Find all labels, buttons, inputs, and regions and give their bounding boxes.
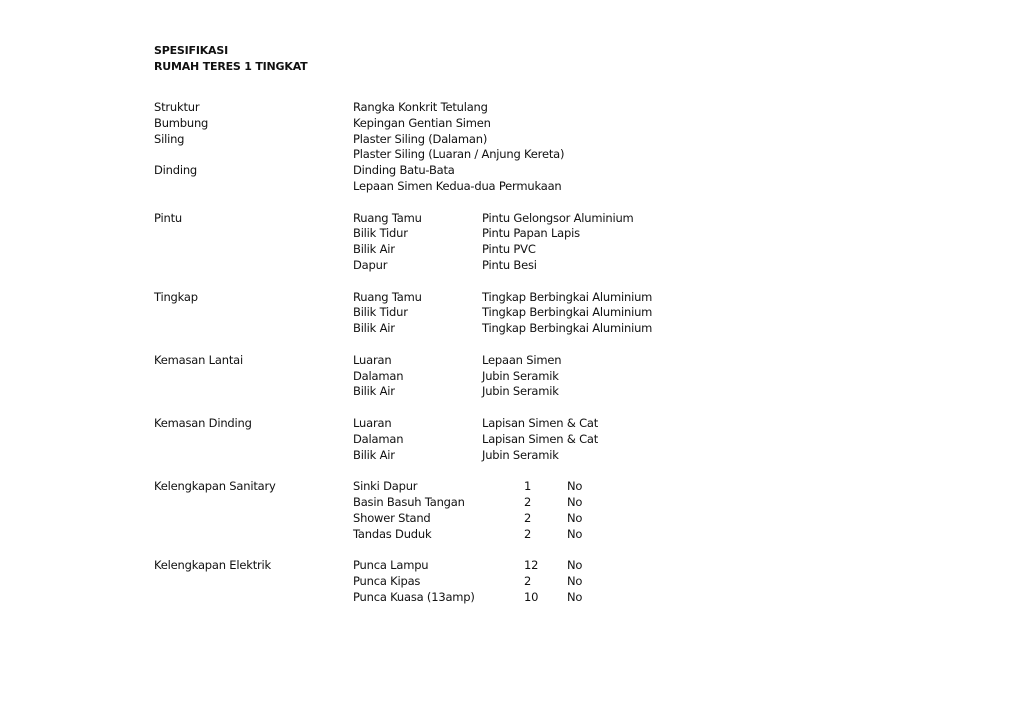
section-label: Kemasan Lantai bbox=[154, 353, 243, 367]
spec-location: Bilik Air bbox=[353, 448, 395, 462]
section-label: Bumbung bbox=[154, 116, 209, 130]
spec-item: Kepingan Gentian Simen bbox=[353, 116, 491, 130]
spec-location: Bilik Air bbox=[353, 384, 395, 398]
section-label: Tingkap bbox=[154, 290, 198, 304]
spec-unit: No bbox=[567, 527, 583, 541]
spec-value: Jubin Seramik bbox=[482, 369, 559, 383]
spec-unit: No bbox=[567, 511, 583, 525]
spec-value: Jubin Seramik bbox=[482, 384, 559, 398]
spec-value: Pintu PVC bbox=[482, 242, 536, 256]
spec-location: Bilik Tidur bbox=[353, 226, 408, 240]
spec-value: Lapisan Simen & Cat bbox=[482, 432, 599, 446]
spec-unit: No bbox=[567, 495, 583, 509]
spec-value: Tingkap Berbingkai Aluminium bbox=[482, 321, 653, 335]
spec-value: Pintu Papan Lapis bbox=[482, 226, 580, 240]
spec-item: Dinding Batu-Bata bbox=[353, 163, 455, 177]
spec-unit: No bbox=[567, 590, 583, 604]
spec-location: Bilik Air bbox=[353, 242, 395, 256]
section-label: Pintu bbox=[154, 211, 182, 225]
spec-location: Shower Stand bbox=[353, 511, 431, 525]
spec-value: Pintu Gelongsor Aluminium bbox=[482, 211, 634, 225]
spec-value: Lepaan Simen bbox=[482, 353, 562, 367]
document-title: SPESIFIKASI bbox=[154, 44, 228, 57]
spec-quantity: 1 bbox=[524, 479, 532, 493]
section-label: Kemasan Dinding bbox=[154, 416, 252, 430]
spec-item: Rangka Konkrit Tetulang bbox=[353, 100, 488, 114]
spec-value: Tingkap Berbingkai Aluminium bbox=[482, 305, 653, 319]
spec-location: Dapur bbox=[353, 258, 388, 272]
spec-quantity: 12 bbox=[524, 558, 539, 572]
spec-location: Basin Basuh Tangan bbox=[353, 495, 465, 509]
spec-location: Sinki Dapur bbox=[353, 479, 418, 493]
spec-location: Luaran bbox=[353, 416, 392, 430]
spec-quantity: 10 bbox=[524, 590, 539, 604]
spec-location: Bilik Tidur bbox=[353, 305, 408, 319]
spec-location: Luaran bbox=[353, 353, 392, 367]
document-subtitle: RUMAH TERES 1 TINGKAT bbox=[154, 60, 308, 73]
spec-quantity: 2 bbox=[524, 527, 532, 541]
spec-value: Tingkap Berbingkai Aluminium bbox=[482, 290, 653, 304]
spec-item: Plaster Siling (Dalaman) bbox=[353, 132, 488, 146]
spec-location: Punca Lampu bbox=[353, 558, 429, 572]
spec-quantity: 2 bbox=[524, 495, 532, 509]
spec-location: Ruang Tamu bbox=[353, 211, 422, 225]
spec-location: Punca Kipas bbox=[353, 574, 421, 588]
spec-location: Ruang Tamu bbox=[353, 290, 422, 304]
spec-value: Lapisan Simen & Cat bbox=[482, 416, 599, 430]
spec-quantity: 2 bbox=[524, 511, 532, 525]
spec-location: Dalaman bbox=[353, 432, 404, 446]
section-label: Kelengkapan Sanitary bbox=[154, 479, 276, 493]
spec-location: Dalaman bbox=[353, 369, 404, 383]
spec-location: Punca Kuasa (13amp) bbox=[353, 590, 475, 604]
spec-value: Jubin Seramik bbox=[482, 448, 559, 462]
spec-unit: No bbox=[567, 558, 583, 572]
spec-location: Bilik Air bbox=[353, 321, 395, 335]
spec-quantity: 2 bbox=[524, 574, 532, 588]
spec-unit: No bbox=[567, 479, 583, 493]
spec-value: Pintu Besi bbox=[482, 258, 537, 272]
spec-unit: No bbox=[567, 574, 583, 588]
section-label: Struktur bbox=[154, 100, 200, 114]
spec-location: Tandas Duduk bbox=[353, 527, 432, 541]
section-label: Siling bbox=[154, 132, 185, 146]
section-label: Dinding bbox=[154, 163, 198, 177]
section-label: Kelengkapan Elektrik bbox=[154, 558, 271, 572]
spec-item: Lepaan Simen Kedua-dua Permukaan bbox=[353, 179, 562, 193]
spec-item: Plaster Siling (Luaran / Anjung Kereta) bbox=[353, 147, 565, 161]
